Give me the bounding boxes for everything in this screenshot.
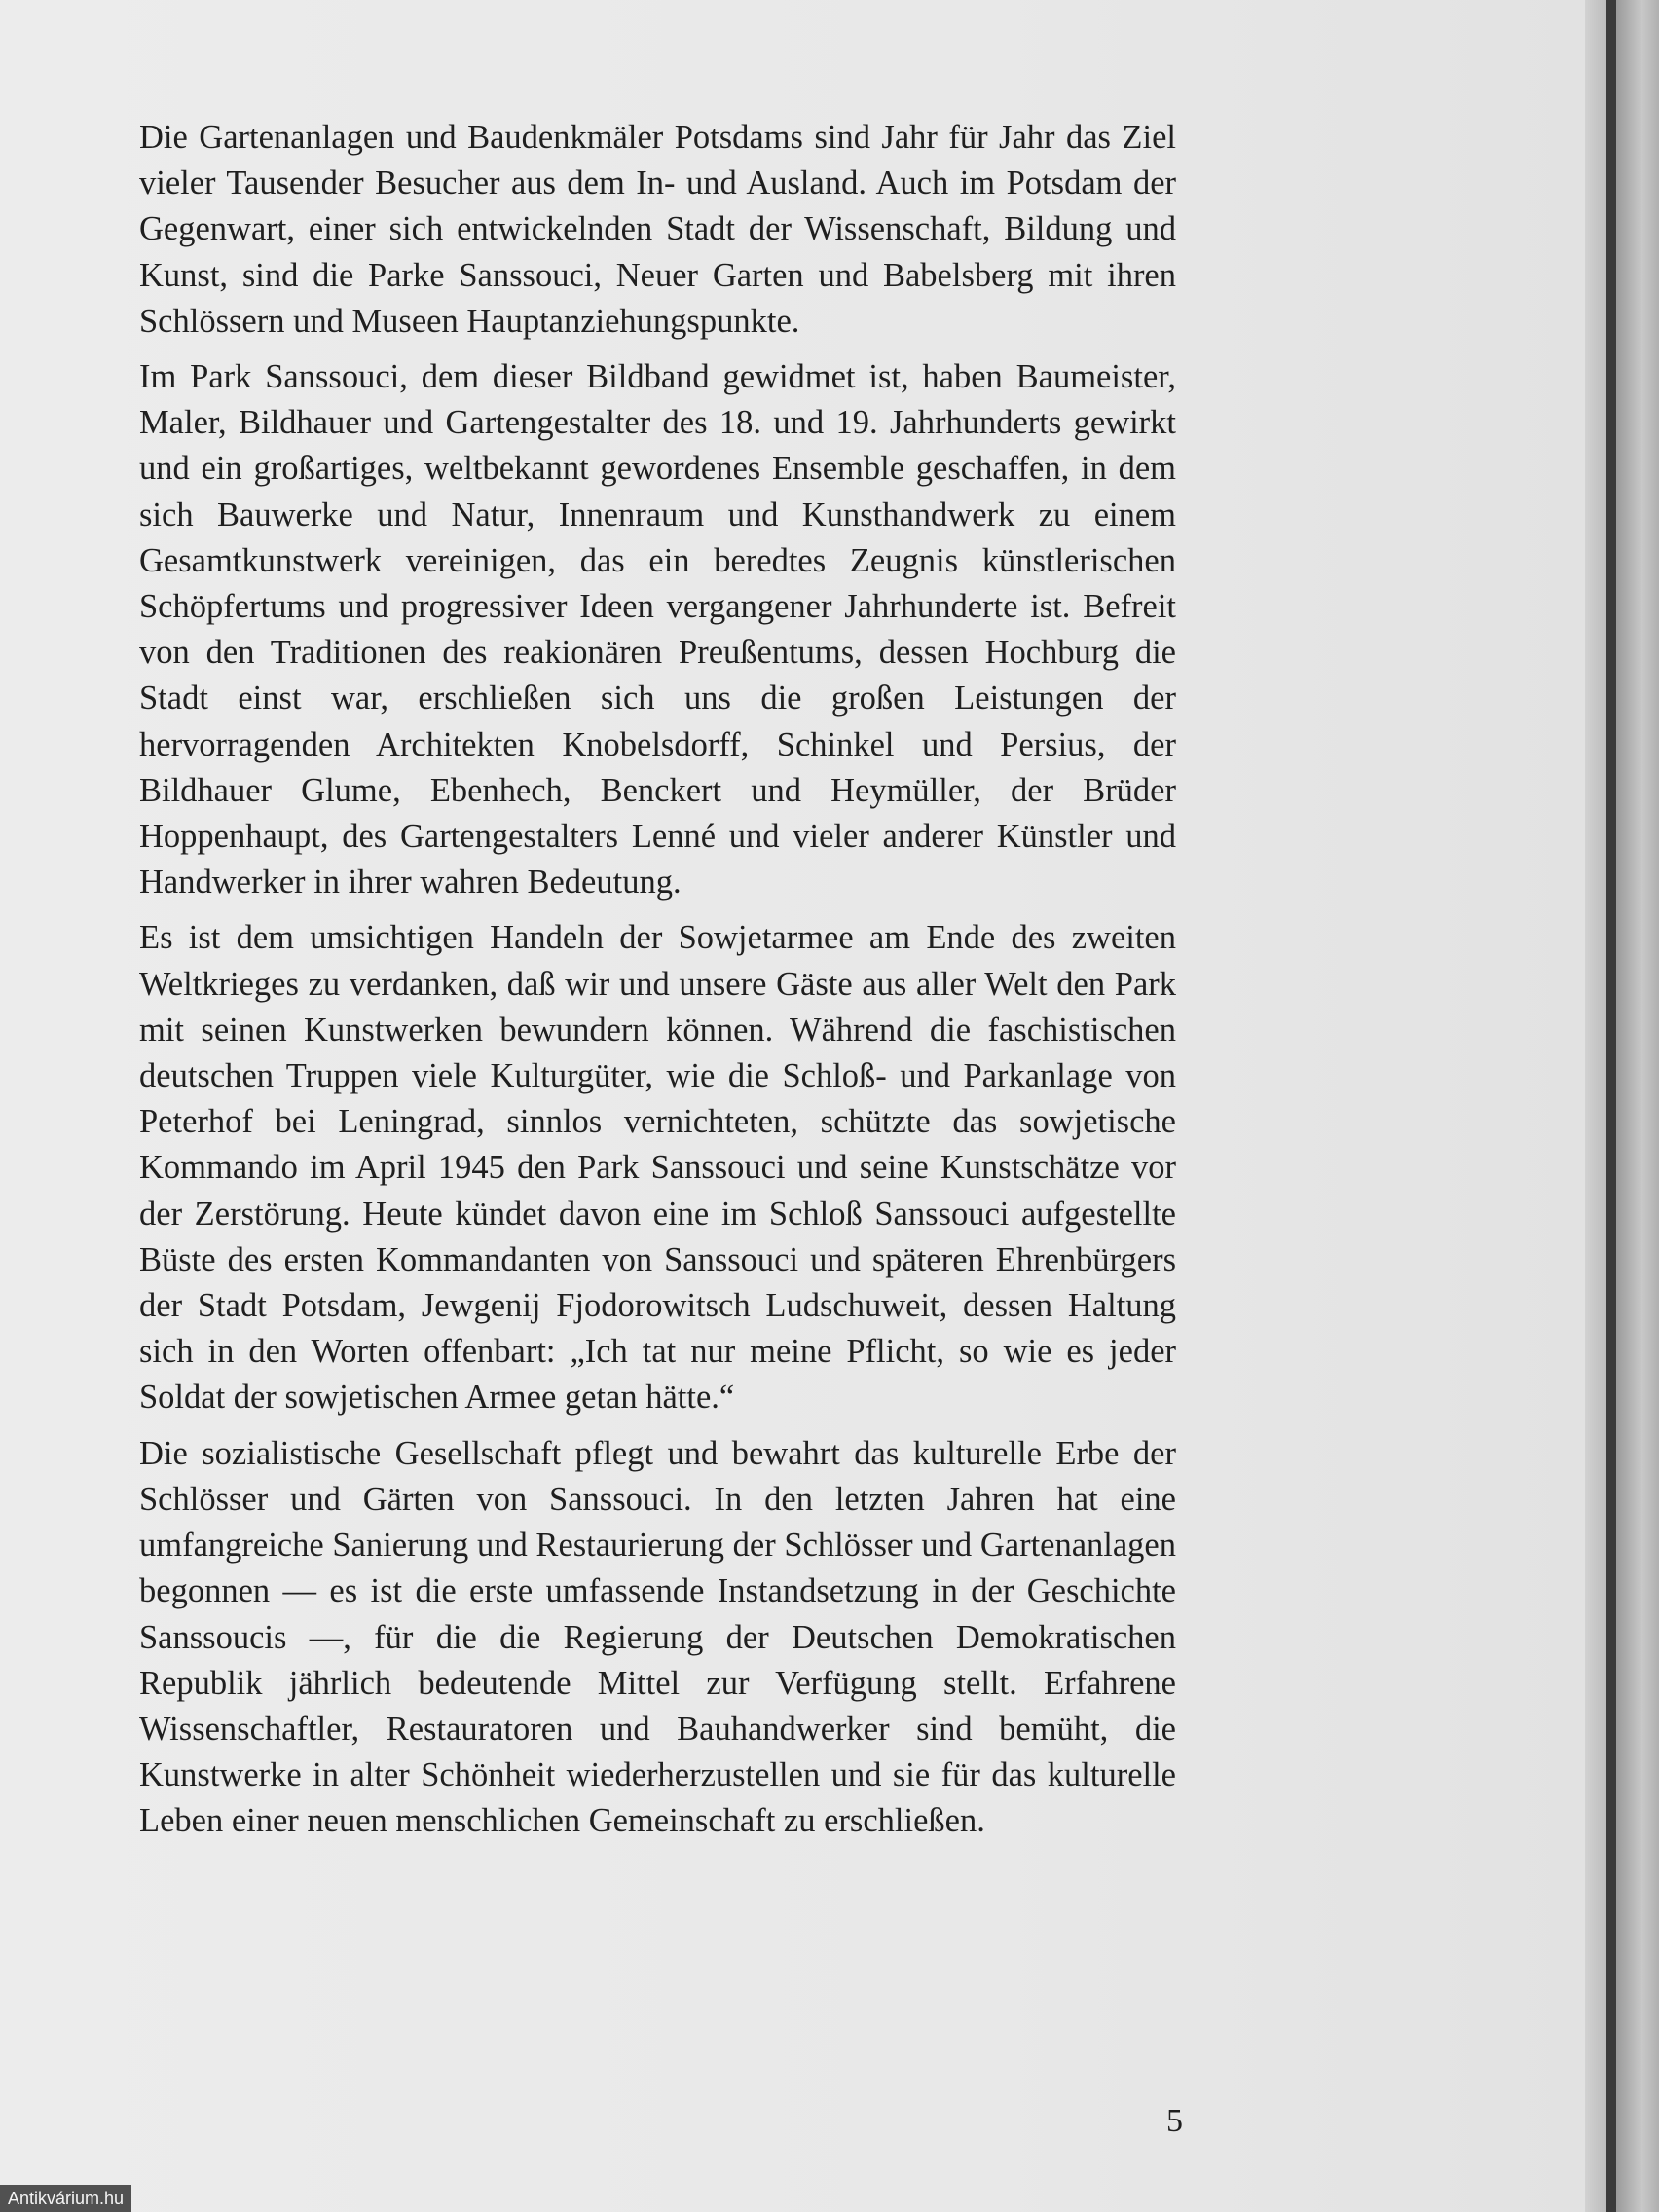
book-gutter: [1606, 0, 1616, 2212]
paragraph-sowjetarmee: Es ist dem umsichtigen Handeln der Sowjetarmee am Ende des zweiten Weltkrieges zu verdanken, daß wir und unsere Gäste aus aller Welt den Park mit seinen Kunstwerken bewundern können. Während die faschistischen deutschen Truppen viele Kulturgüter, wie die Schloß- und Parkanlage von Peterhof bei Leningrad, sinnlos vernichteten, schützte das sowjetische Kommando im April 1945 den Park Sanssouci und seine Kunstschätze vor der Zerstörung. Heute kündet davon eine im Schloß Sanssouci aufgestellte Büste des ersten Kommandanten von Sanssouci und späteren Ehrenbürgers der Stadt Potsdam, Jewgenij Fjodorowitsch Ludschuweit, dessen Haltung sich in den Worten offenbart: „Ich tat nur meine Pflicht, so wie es jeder Soldat der sowjetischen Armee getan hätte.“: [139, 919, 1176, 1417]
book-spine: [1616, 0, 1659, 2212]
watermark-label: Antikvárium.hu: [0, 2185, 131, 2212]
page-number: 5: [1166, 2103, 1183, 2139]
paragraph-park-sanssouci: Im Park Sanssouci, dem dieser Bildband gewidmet ist, haben Baumeister, Maler, Bildhauer und Gartengestalter des 18. und 19. Jahrhunderts gewirkt und ein großartiges, weltbekannt gewordenes Ensemble geschaffen, in dem sich Bauwerke und Natur, Innenraum und Kunsthandwerk zu einem Gesamtkunstwerk vereinigen, das ein beredtes Zeugnis künstlerischen Schöpfertums und progressiver Ideen vergangener Jahrhunderte ist. Befreit von den Traditionen des reakionären Preußentums, dessen Hochburg die Stadt einst war, erschließen sich uns die großen Leistungen der hervorragenden Architekten Knobelsdorff, Schinkel und Persius, der Bildhauer Glume, Ebenhech, Benckert und Heymüller, der Brüder Hoppenhaupt, des Gartengestalters Lenné und vieler anderer Künstler und Handwerker in ihrer wahren Bedeutung.: [139, 358, 1176, 902]
paragraph-intro: Die Gartenanlagen und Baudenkmäler Potsdams sind Jahr für Jahr das Ziel vieler Tausender Besucher aus dem In- und Ausland. Auch im Potsdam der Gegenwart, einer sich entwickelnden Stadt der Wissenschaft, Bildung und Kunst, sind die Parke Sanssouci, Neuer Garten und Babelsberg mit ihren Schlössern und Museen Hauptanziehungspunkte.: [139, 119, 1176, 340]
page-edge: [1585, 0, 1606, 2212]
paragraph-restaurierung: Die sozialistische Gesellschaft pflegt und bewahrt das kulturelle Erbe der Schlösser und Gärten von Sanssouci. In den letzten Jahren hat eine umfangreiche Sanierung und Restaurierung der Schlösser und Gartenanlagen begonnen — es ist die erste umfassende Instandsetzung in der Geschichte Sanssoucis —, für die die Regierung der Deutschen Demokratischen Republik jährlich bedeutende Mittel zur Verfügung stellt. Erfahrene Wissenschaftler, Restauratoren und Bauhandwerker sind bemüht, die Kunstwerke in alter Schönheit wiederherzustellen und sie für das kulturelle Leben einer neuen menschlichen Gemeinschaft zu erschließen.: [139, 1434, 1176, 1840]
body-text: [139, 115, 1176, 1855]
